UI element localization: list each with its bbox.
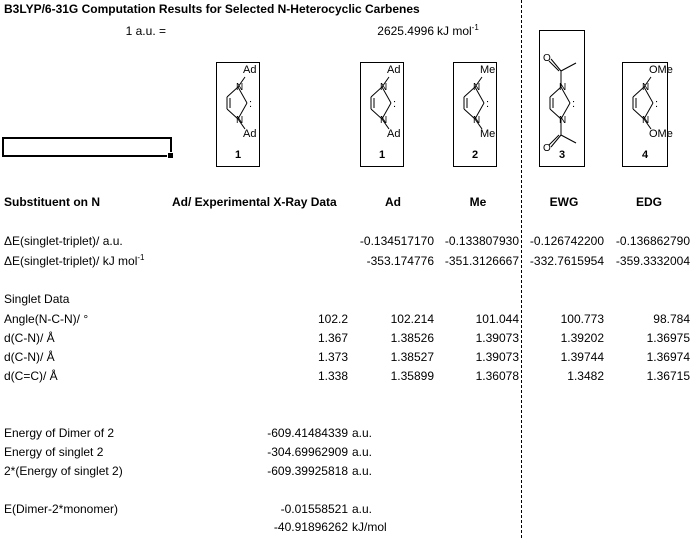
substituent-bottom-label: OMe (649, 128, 673, 140)
singlet-cell-edg[interactable]: 98.784 (653, 312, 690, 326)
svg-text::: : (249, 98, 253, 110)
substituent-top-label: Ad (243, 64, 257, 76)
svg-text:N: N (236, 115, 244, 126)
molecule-drawing-4[interactable] (539, 30, 585, 167)
delta-kj-label[interactable]: ΔE(singlet-triplet)/ kJ mol$^{-1}$ (4, 253, 145, 268)
compound-number: 4 (641, 149, 649, 161)
substituent-bottom-label: Ad (243, 128, 257, 140)
delta-kj-ewg[interactable]: -332.7615954 (529, 254, 604, 268)
dimer-row-unit[interactable]: a.u. (352, 464, 373, 478)
svg-text:N: N (473, 115, 481, 126)
singlet-cell-exp[interactable]: 1.373 (317, 350, 348, 364)
header-edg[interactable]: EDG (635, 195, 662, 209)
header-experimental[interactable]: Ad/ Experimental X-Ray Data (172, 195, 337, 209)
dimer-row-label[interactable]: Energy of Dimer of 2 (4, 426, 115, 440)
svg-text:N: N (473, 82, 481, 93)
diff-unit-kj[interactable]: kJ/mol (352, 520, 387, 534)
dimer-row-unit[interactable]: a.u. (352, 426, 373, 440)
dimer-row-label[interactable]: Energy of singlet 2 (4, 445, 104, 459)
svg-text:N: N (642, 115, 650, 126)
singlet-cell-exp[interactable]: 1.367 (317, 331, 348, 345)
singlet-cell-edg[interactable]: 1.36715 (646, 369, 690, 383)
substituent-bottom-label: Me (480, 128, 496, 140)
diff-unit-au[interactable]: a.u. (352, 502, 373, 516)
singlet-cell-me[interactable]: 101.044 (475, 312, 519, 326)
svg-text:O: O (543, 53, 551, 64)
singlet-row-label[interactable]: d(C=C)/ Å (4, 369, 58, 383)
header-ad[interactable]: Ad (385, 195, 401, 209)
svg-text:N: N (559, 82, 567, 93)
compound-number: 3 (558, 149, 566, 161)
singlet-cell-ewg[interactable]: 1.3482 (567, 369, 604, 383)
substituent-top-label: Ad (387, 64, 401, 76)
delta-kj-me[interactable]: -351.3126667 (444, 254, 519, 268)
dimer-row-unit[interactable]: a.u. (352, 445, 373, 459)
singlet-cell-ad[interactable]: 1.38526 (390, 331, 434, 345)
compound-number: 1 (234, 149, 242, 161)
conversion-unit[interactable]: kJ mol$^{-1}$ (437, 23, 479, 38)
diff-value-kj[interactable]: -40.91896262 (273, 520, 348, 534)
singlet-cell-exp[interactable]: 102.2 (317, 312, 348, 326)
selected-cell[interactable] (2, 137, 172, 157)
svg-text::: : (572, 98, 576, 110)
dimer-row-value[interactable]: -304.69962909 (267, 445, 348, 459)
svg-text::: : (486, 98, 490, 110)
delta-kj-edg[interactable]: -359.3332004 (615, 254, 690, 268)
molecule-drawing-2[interactable] (360, 62, 404, 167)
svg-text:O: O (543, 143, 551, 154)
fill-handle[interactable] (167, 152, 174, 159)
singlet-cell-ewg[interactable]: 1.39744 (560, 350, 604, 364)
molecule-drawing-3[interactable] (453, 62, 497, 167)
singlet-cell-ad[interactable]: 102.214 (390, 312, 434, 326)
singlet-cell-exp[interactable]: 1.338 (317, 369, 348, 383)
header-me[interactable]: Me (469, 195, 487, 209)
delta-au-label[interactable]: ΔE(singlet-triplet)/ a.u. (4, 234, 123, 248)
page-break-line (521, 0, 522, 538)
dimer-row-label[interactable]: 2*(Energy of singlet 2) (4, 464, 123, 478)
singlet-row-label[interactable]: Angle(N-C-N)/ ° (4, 312, 89, 326)
singlet-cell-edg[interactable]: 1.36975 (646, 331, 690, 345)
singlet-row-label[interactable]: d(C-N)/ Å (4, 350, 55, 364)
dimer-row-value[interactable]: -609.39925818 (267, 464, 348, 478)
svg-text:N: N (236, 82, 244, 93)
conversion-label[interactable]: 1 a.u. = (125, 24, 166, 38)
singlet-row-label[interactable]: d(C-N)/ Å (4, 331, 55, 345)
svg-text:N: N (559, 115, 567, 126)
diff-label[interactable]: E(Dimer-2*monomer) (4, 502, 119, 516)
singlet-heading[interactable]: Singlet Data (4, 292, 70, 306)
molecule-drawing-5[interactable] (622, 62, 673, 167)
substituent-top-label: Me (480, 64, 496, 76)
conversion-value[interactable]: 2625.4996 (377, 24, 434, 38)
svg-text:N: N (380, 115, 388, 126)
singlet-cell-me[interactable]: 1.39073 (475, 350, 519, 364)
substituent-top-label: OMe (649, 64, 673, 76)
singlet-cell-me[interactable]: 1.39073 (475, 331, 519, 345)
substituent-bottom-label: Ad (387, 128, 401, 140)
svg-text:N: N (380, 82, 388, 93)
delta-au-me[interactable]: -0.133807930 (444, 234, 519, 248)
compound-number: 2 (471, 149, 479, 161)
singlet-cell-ewg[interactable]: 1.39202 (560, 331, 604, 345)
singlet-cell-ad[interactable]: 1.38527 (390, 350, 434, 364)
molecule-drawing-1[interactable] (216, 62, 260, 167)
singlet-cell-ad[interactable]: 1.35899 (390, 369, 434, 383)
compound-number: 1 (378, 149, 386, 161)
sheet-title: B3LYP/6-31G Computation Results for Selected N-Heterocyclic Carbenes (4, 2, 420, 16)
header-ewg[interactable]: EWG (549, 195, 579, 209)
svg-text:N: N (642, 82, 650, 93)
delta-kj-ad[interactable]: -353.174776 (366, 254, 434, 268)
singlet-cell-ewg[interactable]: 100.773 (560, 312, 604, 326)
header-substituent[interactable]: Substituent on N (4, 195, 100, 209)
singlet-cell-edg[interactable]: 1.36974 (646, 350, 690, 364)
dimer-row-value[interactable]: -609.41484339 (267, 426, 348, 440)
delta-au-ad[interactable]: -0.134517170 (359, 234, 434, 248)
diff-value-au[interactable]: -0.01558521 (280, 502, 348, 516)
delta-au-ewg[interactable]: -0.126742200 (529, 234, 604, 248)
delta-au-edg[interactable]: -0.136862790 (615, 234, 690, 248)
singlet-cell-me[interactable]: 1.36078 (475, 369, 519, 383)
svg-text::: : (655, 98, 659, 110)
svg-text::: : (393, 98, 397, 110)
